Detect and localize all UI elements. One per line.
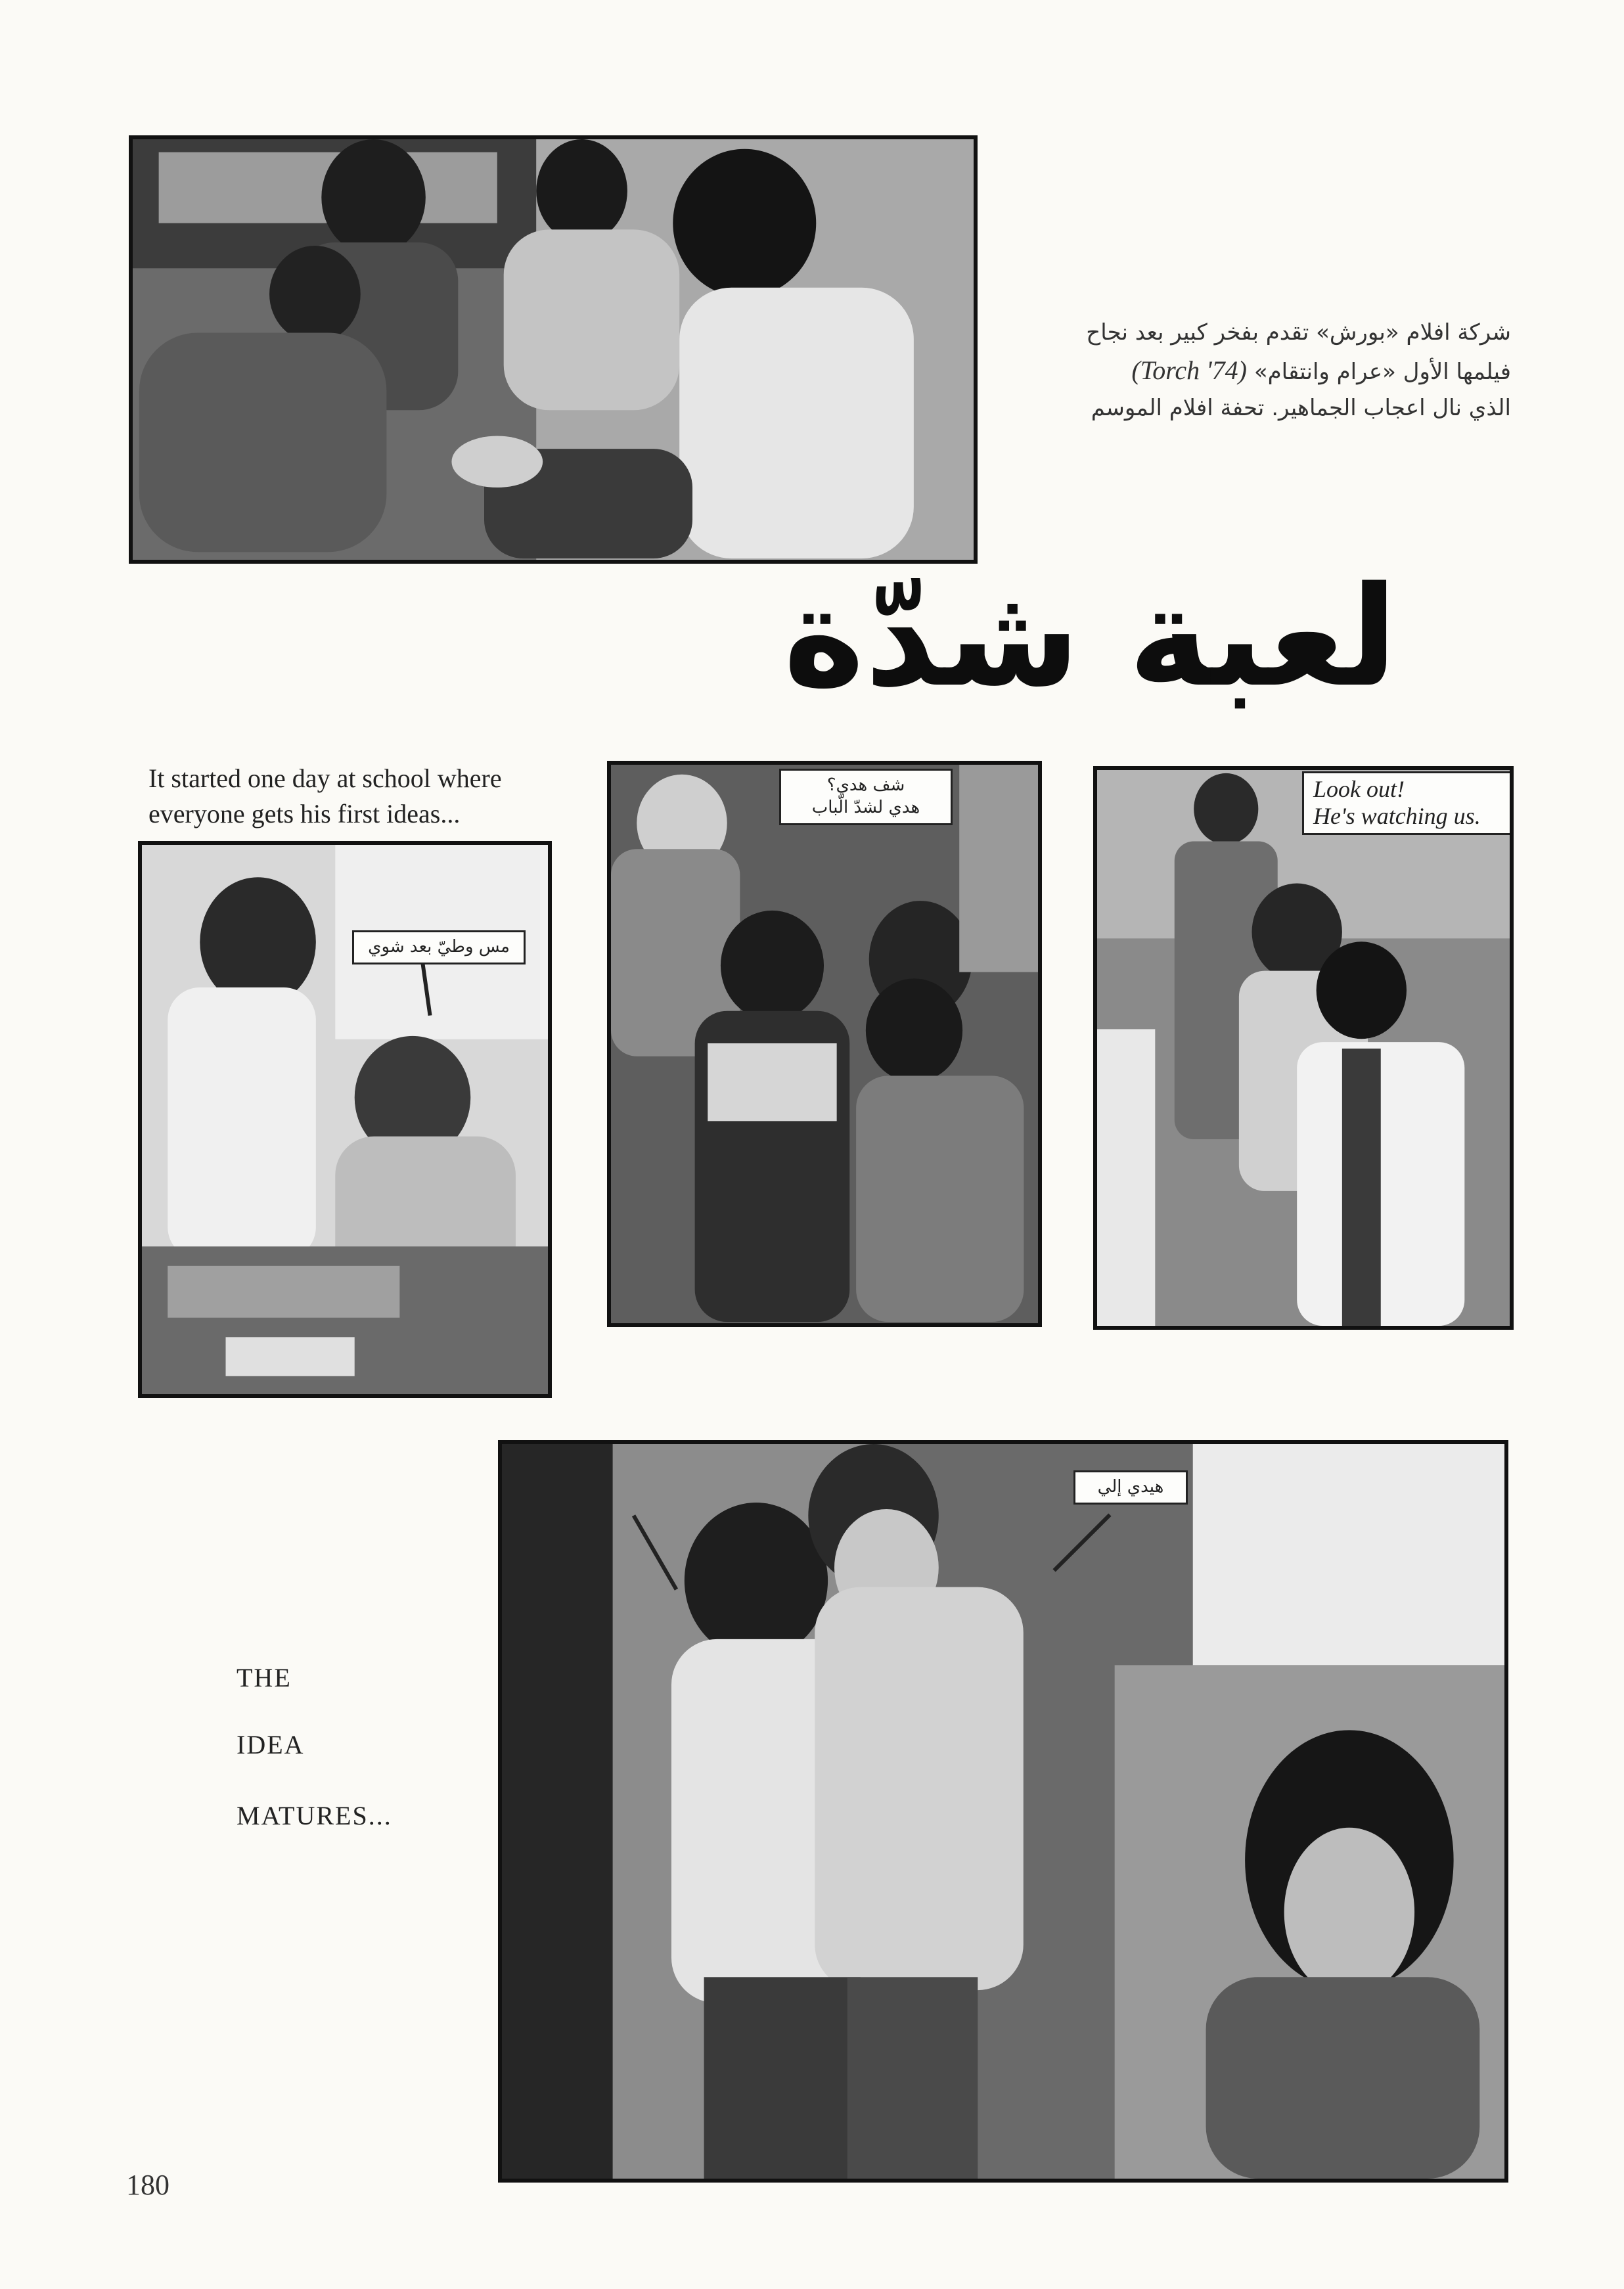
side-caption-line-2: IDEA [237, 1730, 305, 1759]
warning-speech-bubble [1302, 771, 1514, 835]
warning-bubble-line-2: He's watching us. [1313, 803, 1481, 830]
photo-card-players [129, 135, 978, 564]
crowd-bubble-line-1: شف هدي؟ [826, 775, 905, 795]
crowd-bubble-line-2: هدي لشدّ الّباب [811, 797, 920, 817]
side-caption-line-3: MATURES... [237, 1801, 392, 1830]
classroom-speech-bubble: مس وطيّ بعد شوي [352, 930, 526, 964]
side-caption-line-1: THE [237, 1663, 292, 1692]
hug-speech-bubble: هيدي إلي [1073, 1470, 1188, 1505]
crowd-speech-bubble [779, 769, 953, 825]
photo-hugging-boys [498, 1440, 1508, 2183]
caption-line-2 [1064, 350, 1511, 391]
torch-label: (Torch '74) [1131, 355, 1247, 385]
photo-watching [1093, 766, 1514, 1330]
page-title: لعبة شدّة [783, 556, 1398, 717]
caption-line-2-text: فيلمها الأول «عرام وانتقام» [1253, 358, 1511, 385]
caption-line-3: الذي نال اعجاب الجماهير. تحفة افلام الموسم [1091, 394, 1511, 421]
photo-classroom [138, 841, 552, 1398]
intro-text: It started one day at school where everyone gets his first ideas... [148, 763, 502, 828]
page-number: 180 [126, 2169, 169, 2201]
photo-crowd [607, 761, 1042, 1327]
warning-bubble-line-1: Look out! [1313, 776, 1405, 802]
caption-line-1: شركة افلام «بورش» تقدم بفخر كبير بعد نجاح [1086, 319, 1511, 346]
film-caption [1064, 315, 1511, 425]
